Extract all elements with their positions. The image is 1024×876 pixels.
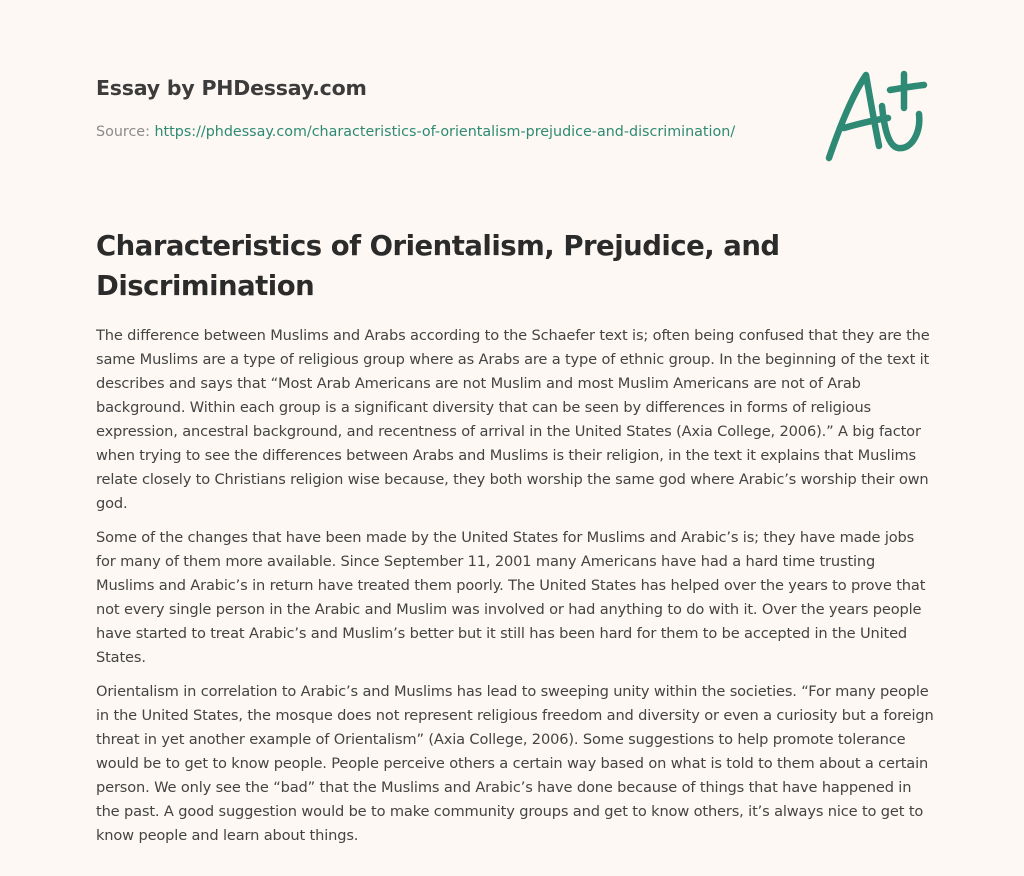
- essay-paragraph: Orientalism in correlation to Arabic’s and Muslims has lead to sweeping unity within the societies. “For many people in the United States, the mosque does not represent religious freedom and diversity or even a curiosity but a foreign threat in yet another example of Orientalism” (Axia College, 2006). Some suggestions to help promote tolerance would be to get to know people. People perceive others a certain way based on what is told to them about a certain person. We only see the “bad” that the Muslims and Arabic’s have done because of things that have happened in the past. A good suggestion would be to make community groups and get to know others, it’s always nice to get to know people and learn about things.: [96, 683, 934, 844]
- essay-paragraph: Some of the changes that have been made by the United States for Muslims and Arabic’s is; they have made jobs for many of them more available. Since September 11, 2001 many Americans have had a hard time trusting Muslims and Arabic’s in return have treated them poorly. The United States has helped over the years to prove that not every single person in the Arabic and Muslim was involved or had anything to do with it. Over the years people have started to treat Arabic’s and Muslim’s better but it still has been hard for them to be accepted in the United States.: [96, 529, 926, 666]
- source-link[interactable]: https://phdessay.com/characteristics-of-orientalism-prejudice-and-discrimination/: [154, 124, 736, 140]
- source-line: [96, 124, 735, 140]
- source-label: Source:: [96, 124, 155, 140]
- site-title: Essay by PHDessay.com: [96, 76, 367, 100]
- a-plus-grade-icon: [820, 64, 930, 168]
- essay-paragraph: The difference between Muslims and Arabs according to the Schaefer text is; often being confused that they are the same Muslims are a type of religious group where as Arabs are a type of ethnic group. In the beginning of the text it describes and says that “Most Arab Americans are not Muslim and most Muslim Americans are not of Arab background. Within each group is a significant diversity that can be seen by differences in forms of religious expression, ancestral background, and recentness of arrival in the United States (Axia College, 2006).” A big factor when trying to see the differences between Arabs and Muslims is their religion, in the text it explains that Muslims relate closely to Christians religion wise because, they both worship the same god where Arabic’s worship their own god.: [96, 327, 930, 512]
- essay-title: Characteristics of Orientalism, Prejudice, and Discrimination: [96, 230, 780, 302]
- essay-body: [96, 324, 934, 858]
